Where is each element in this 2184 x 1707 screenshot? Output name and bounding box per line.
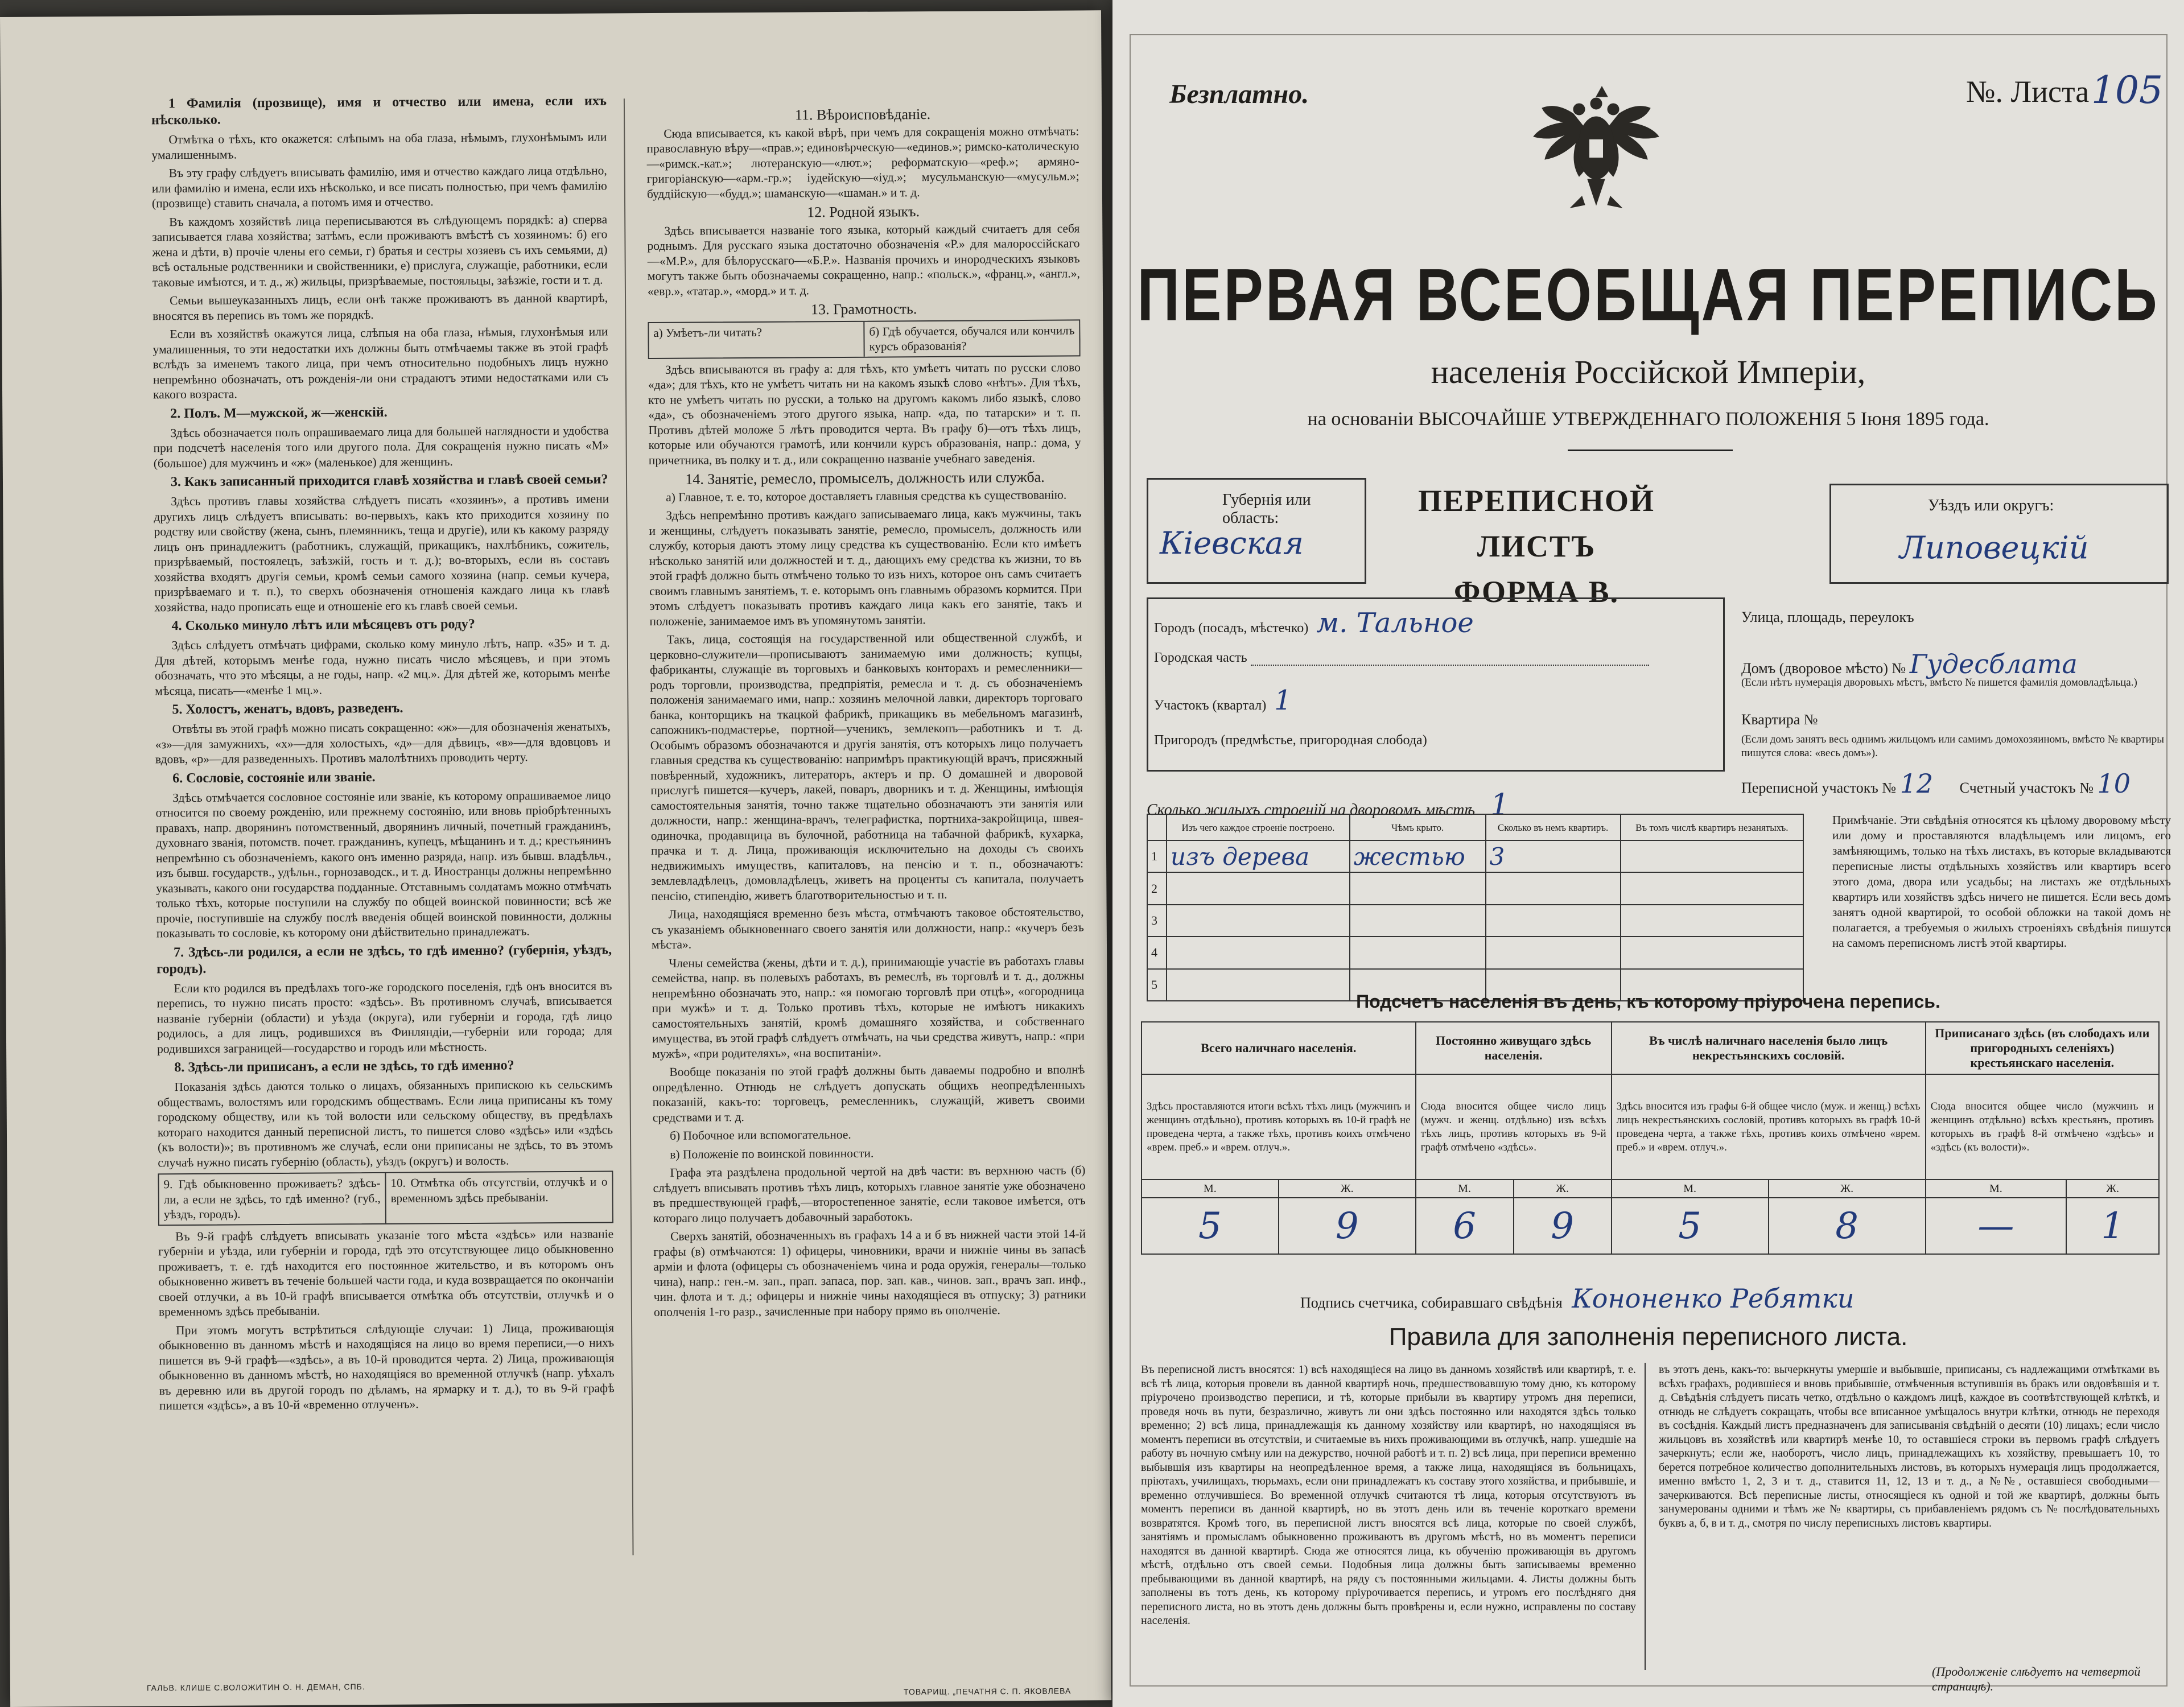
instruction-subtable: [158, 1170, 613, 1225]
building-number: 5: [1147, 969, 1167, 1001]
instruction-heading: 1 Фамилія (прозвище), имя и отчество или имена, если ихъ нѣсколько.: [151, 93, 607, 128]
building-empty-flats: [1621, 840, 1803, 872]
decree-line: на основаніи ВЫСОЧАЙШЕ УТВЕРЖДЕННАГО ПОЛОЖЕНІЯ 5 Іюня 1895 года.: [1307, 409, 1989, 430]
count-value: 9: [1514, 1198, 1612, 1254]
precinct-value: 1: [1274, 685, 1292, 716]
title-rule: [1568, 450, 1733, 451]
count-area-label: Счетный участокъ №: [1959, 780, 2094, 796]
census-sheet-title-line1: ПЕРЕПИСНОЙ ЛИСТЪ: [1417, 484, 1655, 563]
subtable-cell-b: 10. Отмѣтка объ отсутствіи, отлучкѣ и о временномъ здѣсь пребываніи.: [385, 1172, 612, 1223]
count-table-descriptions: [1142, 1074, 2159, 1180]
instruction-paragraph: Сюда вписывается, къ какой вѣрѣ, при чемъ для сокращенія можно отмѣчать: православную вѣру—«прав.»; единовѣрческую—«единов.»; римско-католическую—«римск.-кат.»; лютеранскую—«лют.»; реформатскую—«реф.»; армяно-григоріанскую—«арм.-гр.»; іудейскую—«іуд.»; мусульманскую—«мусульм.»; буддійскую—«будд.»; шаманскую—«шаман.» и т. д.: [646, 123, 1079, 201]
count-value: 8: [1769, 1198, 1926, 1254]
buildings-table-header: [1147, 814, 1803, 840]
instruction-paragraph: Здѣсь противъ главы хозяйства слѣдуетъ писать «хозяинъ», а противъ имени другихъ лицъ слѣдуетъ вписывать: во-первыхъ, какъ кто приходится хозяину по родству или свойству (жена, сынъ, племянникъ, теща и другіе), или къ какому разряду лицъ онъ принадлежитъ (работникъ, служащій, прикащикъ, нахлѣбникъ, сожитель, призрѣваемый, постоялецъ, заѣзжій, гость и т. д.); во-вторыхъ, если въ составъ хозяйства входятъ другія семьи, кромѣ семьи самого хозяина (напр. семьи кучера, призрѣваемаго и т. п.), то сверхъ обозначенія отношенія каждаго лица къ главѣ хозяйства, надо прописать еще и отношеніе его къ главѣ своей семьи.: [154, 492, 610, 614]
buildings-note: Примѣчаніе. Эти свѣдѣнія относятся къ цѣлому дворовому мѣсту или дому и проставляются владѣльцемъ или лицомъ, его замѣняющимъ, только на тѣхъ листахъ, въ которые вкладываются переписные листы отдѣльныхъ хозяйствъ или квартиръ всего этого дома, двора или усадьбы; на листахъ же отдѣльныхъ квартиръ или хозяйствъ здѣсь ничего не пишется. Если весь домъ занятъ одной квартирой, то особой обложки на такой домъ не полагается, а требуемыя о жилыхъ строеніяхъ свѣдѣнія пишутся на самомъ переписномъ листѣ этой квартиры.: [1832, 813, 2171, 950]
subtable-cell-b: б) Гдѣ обучается, обучался или кончилъ курсъ образованія?: [863, 320, 1079, 356]
instruction-paragraph: Здѣсь слѣдуетъ отмѣчать цифрами, сколько кому минуло лѣтъ, напр. «35» и т. д. Для дѣтей, которымъ менѣе года, нужно писать число мѣсяцевъ, и при этомъ обозначать, что это мѣсяцы, а не годы, напр. «2 мц.». Для дѣтей же, которымъ менѣе мѣсяца, писать—«менѣе 1 мц.».: [154, 636, 611, 698]
buildings-table-row: [1147, 840, 1803, 872]
province-value: Кіевская: [1160, 525, 1304, 561]
instruction-paragraph: Вообще показанія по этой графѣ должны быть даваемы подробно и вполнѣ опредѣленно. Отнюдь не слѣдуетъ допускать общихъ неопредѣленныхъ показаній, какъ-то: торговецъ, ремесленникъ, служащій, живетъ своими средствами и т. д.: [652, 1062, 1085, 1124]
count-header-permanent: Постоянно живущаго здѣсь населенія.: [1416, 1022, 1612, 1074]
instruction-subtable: [648, 319, 1080, 359]
building-empty-flats: [1621, 905, 1803, 937]
rules-column-1: Въ переписной листъ вносятся: 1) всѣ находящіеся на лицо въ данномъ хозяйствѣ или квартирѣ, т. е. всѣ тѣ лица, которыя провели въ данной квартирѣ ночь, предшествовавшую тому дню, къ которому пріурочено производство переписи, и тѣ, которые прибыли въ квартиру утромъ дня переписи, проведя ночь въ пути, безразлично, живутъ ли они здѣсь постоянно или находятся здѣсь только временно; 2) всѣ лица, принадлежащія къ данному хозяйству или квартирѣ, но находящіяся въ моментъ переписи въ отсутствіи, и считаемые въ нихъ проживающими въ отлучкѣ, напр. ушедшіе на работу въ ночную смѣну или на дежурство, ночной работѣ и т. п. 2) всѣ лица, при переписи временно выбывшія изъ квартиры на неопредѣленное время, а также лица, находящіяся въ больницахъ, пріютахъ, училищахъ, тюрьмахъ, если они принадлежатъ къ составу этого хозяйства, и прибывшіе, и временно отлучившіеся. Во временной отлучкѣ считаются тѣ лица, которыя отсутствуютъ въ моментъ переписи въ данной квартирѣ, но въ этотъ день или въ теченіе короткаго времени возвратятся. Кромѣ того, въ переписной листъ вносятся всѣ лица, которые по своей службѣ, занятіямъ и промысламъ обыкновенно проживаютъ въ другомъ мѣстѣ, но въ моментъ переписи находятся въ данной квартирѣ. Сюда же относятся лица, къ обученію проживающія въ другомъ мѣстѣ, отдѣльно отъ своей семьи. Подобныя лица должны быть записываемы временно пребывающими въ данной квартирѣ, на ряду съ постоянными жильцами. 4. Листы должны быть заполнены въ тотъ день, къ которому пріурочивается перепись, и утромъ его послѣдняго дня переписного листа, но въ этотъ день должны быть провѣрены и, если нужно, исправлены по составу населенія.: [1141, 1363, 1636, 1627]
instruction-paragraph: Отмѣтка о тѣхъ, кто окажется: слѣпымъ на оба глаза, нѣмымъ, глухонѣмымъ или умалишеннымъ.: [151, 130, 607, 162]
count-value: 5: [1142, 1198, 1279, 1254]
count-values-row: [1142, 1198, 2159, 1254]
count-table-header: [1142, 1022, 2159, 1074]
city-part-blank: [1251, 665, 1649, 666]
precinct-row: [1154, 685, 1292, 716]
rules-title: Правила для заполненія переписного листа.: [1388, 1323, 1908, 1351]
instruction-section-title: 14. Занятіе, ремесло, промыселъ, должность или служба.: [685, 468, 1045, 488]
instruction-paragraph: Здѣсь вписывается названіе того языка, который каждый считаетъ для себя роднымъ. Для русскаго языка достаточно обозначенія «Р.» для малороссійскаго—«М.Р.», для бѣлорусскаго—«Б.Р.». Названія прочихъ и инородческихъ языковъ могутъ также быть обозначаемы сокращенно, напр.: «польск.», «франц.», «англ.», «евр.», «татар.», «морд.» и т. д.: [647, 221, 1080, 298]
building-flats: 3: [1486, 840, 1621, 872]
count-value: 9: [1279, 1198, 1416, 1254]
instruction-section-title: 13. Грамотность.: [810, 300, 917, 318]
subtable-cell-a: 9. Гдѣ обыкновенно проживаетъ? здѣсь-ли, а если не здѣсь, то гдѣ именно? (губ., уѣздъ, городъ).: [163, 1176, 381, 1222]
building-flats: [1486, 937, 1621, 968]
province-label: Губернія или область:: [1222, 491, 1311, 527]
count-value: —: [1926, 1198, 2067, 1254]
printer-imprint-right: ТОВАРИЩ. „ПЕЧАТНЯ С. П. ЯКОВЛЕВА: [903, 1686, 1072, 1697]
building-material: изъ дерева: [1167, 840, 1350, 872]
header-flats: Сколько въ немъ квартиръ.: [1486, 814, 1621, 840]
building-material: [1167, 872, 1350, 904]
instruction-paragraph: Здѣсь отмѣчается сословное состояніе или званіе, къ которому опрашиваемое лицо относится по своему рожденію, или прежнему состоянію, или вновь пріобрѣтенныхъ правахъ, напр. дворянинъ потомственный, дворянинъ личный, почетный гражданинъ, духовнаго званія, потомств. почет. гражданинъ, купецъ, мѣщанинъ и т. д.; крестьянинъ непремѣнно съ обозначеніемъ, какого онъ именно разряда, напр. изъ бывш. владѣльч., изъ бывш. государств., удѣльн., горнозаводск., и т. д. Иностранцы должны непремѣнно указывать, какого они государства подданные. Отставнымъ солдатамъ можно отмѣчать только тѣхъ, которые поступили на службу по общей воинской повинности; всѣ же прочіе, поступившіе на службу послѣ введенія общей воинской повинности, должны показывать то сословіе, къ которому они дѣйствительно принадлежатъ.: [155, 787, 612, 941]
count-desc-peasant: Сюда вносится общее число (мужчинъ и женщинъ отдѣльно) всѣхъ крестьянъ, противъ которыхъ въ графѣ 8-й отмѣчено «здѣсь» и «здѣсь (къ волости)».: [1926, 1074, 2159, 1180]
count-desc-present: Здѣсь проставляются итоги всѣхъ тѣхъ лицъ (мужчинъ и женщинъ отдѣльно), противъ которыхъ въ 10-й графѣ не проведена черта, а также тѣхъ, противъ коихъ отмѣчено «врем. преб.» и «врем. отлуч.».: [1142, 1074, 1416, 1180]
buildings-table: [1147, 814, 1804, 1001]
instruction-paragraph: Здѣсь вписываются въ графу а: для тѣхъ, кто умѣетъ читать по русски слово «да»; для тѣхъ, кто не умѣетъ читать ни на какомъ языкѣ слово «нѣтъ». Для тѣхъ, кто не умѣетъ читать по русски, а только на другомъ какомъ либо языкѣ, слово «да», съ обозначеніемъ этого другого языка, напр. «да, по татарски» и т. п. Противъ дѣтей моложе 5 лѣтъ проводится черта. Въ графу б)—отъ тѣхъ лицъ, которые или обучаются грамотѣ, или кончили курсъ образованія, напр.: дома, у причетника, въ полку и т. д., или сокращенно названіе учебнаго заведенія.: [648, 360, 1081, 467]
district-label: Уѣздъ или округъ:: [1928, 497, 2054, 514]
instruction-paragraph: Если въ хозяйствѣ окажутся лица, слѣпыя на оба глаза, нѣмыя, глухонѣмыя или умалишенныя, то эти недостатки ихъ должны быть отмѣчаемы также въ этой графѣ вслѣдъ за именемъ такого лица, при чемъ относительно подобныхъ лицъ нужно непремѣнно обозначать, отъ рожденія-ли они страдаютъ этими недостатками или съ какого возраста.: [153, 324, 608, 402]
instruction-paragraph: Члены семейства (жены, дѣти и т. д.), принимающіе участіе въ работахъ главы семейства, напр. въ полевыхъ работахъ, въ ремеслѣ, въ торговлѣ и т. д., должны непремѣнно обозначать это, напр.: «я помогаю торговлѣ при отцѣ», «огородница при мужѣ» и т. д. Только противъ тѣхъ, которые не имѣютъ никакихъ самостоятельныхъ занятій, кромѣ домашняго хозяйства, и собственнаго имущества, въ этой графѣ слѣдуетъ отмѣчать, на чьи средства живутъ, напр.: «при мужѣ», «при родителяхъ», «на воспитаніи».: [652, 953, 1085, 1061]
rules-divider: [1645, 1363, 1646, 1670]
instruction-paragraph: Графа эта раздѣлена продольной чертой на двѣ части: въ верхнюю часть (б) слѣдуетъ вписывать противъ тѣхъ лицъ, которыхъ главное занятіе уже обозначено въ предшествующей графѣ,—второстепенное занятіе, если таковое имѣется, отъ котораго лицо получаетъ добавочный заработокъ.: [653, 1163, 1086, 1225]
continued-note: (Продолженіе слѣдуетъ на четвертой страницѣ).: [1932, 1664, 2141, 1693]
buildings-table-row: [1147, 872, 1803, 904]
count-area-value: 10: [2097, 768, 2131, 799]
buildings-table-row: [1147, 905, 1803, 937]
instruction-heading: 5. Холостъ, женатъ, вдовъ, разведенъ.: [172, 700, 403, 718]
building-number: 2: [1147, 872, 1167, 904]
sex-label-female: Ж.: [1769, 1180, 1926, 1198]
city-box: [1147, 597, 1725, 772]
precinct-label: Участокъ (квартал): [1154, 698, 1267, 713]
form-subtitle: населенія Россійской Имперіи,: [1431, 353, 1866, 390]
building-roof: [1350, 937, 1486, 968]
instruction-paragraph: Въ эту графу слѣдуетъ вписывать фамилію, имя и отчество каждаго лица отдѣльно, или фамилію и имена, если ихъ нѣсколько, и все писать полностью, при чемъ фамилію (прозвище) ставить сначала, а потомъ имя и отчество.: [151, 163, 607, 211]
population-count-title: Подсчетъ населенія въ день, къ которому пріурочена перепись.: [1356, 991, 1940, 1012]
instruction-paragraph: б) Побочное или вспомогательное.: [669, 1127, 851, 1143]
city-part-label: Городская часть: [1154, 650, 1247, 665]
census-sheet-title: [1369, 478, 1704, 615]
flat-label: Квартира №: [1741, 711, 1818, 728]
count-sex-header-row: [1142, 1180, 2159, 1198]
count-header-peasant: Приписанаго здѣсь (въ слободахъ или пригородныхъ селеніяхъ) крестьянскаго населенія.: [1926, 1022, 2159, 1074]
building-number: 4: [1147, 937, 1167, 968]
instruction-paragraph: Сверхъ занятій, обозначенныхъ въ графахъ 14 а и б въ нижней части этой 14-й графы (в) отмѣчаются: 1) офицеры, чиновники, врачи и нижніе чины въ запасѣ арміи и флота (офицеры съ обозначеніемъ чина и рода оружія, генералы—только чина), напр.: ген.-м. зап., прап. запаса, пор. зап. кав., чинов. зап., врачъ зап. инф., чин. флота и т. д.; офицеры и нижніе чины находящіеся въ отпуску; 3) ратники ополченія 1-го разр., зачисленные при набору прямо въ ополченіе.: [653, 1227, 1086, 1319]
instruction-paragraph: При этомъ могутъ встрѣтиться слѣдующіе случаи: 1) Лица, проживающія обыкновенно въ данномъ мѣстѣ и находящіяся на лицо во время переписи,—о нихъ пишется въ 9-й графѣ—«здѣсь», а въ 10-й проводится черта. 2) Лица, проживающія обыкновенно въ данномъ мѣстѣ, но находящіяся во временной отлучкѣ (напр. уѣхалъ въ деревню или въ другой городъ по дѣламъ, на ярмарку и т. д.), то въ 9-й графѣ пишется «здѣсь», а въ 10-й «временно отлученъ».: [159, 1320, 615, 1413]
instruction-paragraph: Такъ, лица, состоящія на государственной или общественной службѣ, и церковно-служители—прописываютъ занимаемую ими должность; купцы, фабриканты, служащіе въ торговыхъ и банковыхъ конторахъ и ремесленники—родъ торговли, производства, предпріятія, ремесла и т. д. съ обозначеніемъ положенія занимаемаго ими, напр.: хозяинъ мелочной лавки, директоръ торговаго банка, конторщикъ на ткацкой фабрикѣ, прикащикъ въ мебельномъ магазинѣ, сапожникъ-подмастерье, портной—ученикъ, землекопъ—работникъ и т. д. Особымъ образомъ обозначаются и другія занятія, отъ которыхъ лицо получаетъ главныя средства къ существованію: напримѣръ практикующій врачъ, присяжный повѣренный, художникъ, литераторъ, актеръ и пр. О домашней и дворовой прислугѣ пишется—кучеръ, лакей, поваръ, дворникъ и т. д. Женщины, имѣющія самостоятельныя занятія, точно также тщательно обозначаютъ эти занятія или должности, напр.: женщина-врачъ, телеграфистка, портниха-закройщица, швея-одиночка, продавщица въ булочной, работница на табачной фабрикѣ, кухарка, прачка и т. д. Лица, проживающія исключительно на доходы съ своихъ недвижимыхъ имуществъ, капиталовъ, на пенсію и т. п., обозначаютъ: землевладѣлецъ, домовладѣлецъ, живетъ на проценты съ капитала, получаетъ пенсію, стипендію, живетъ благотворительностью и т. п.: [649, 630, 1084, 903]
house-row: [1741, 649, 2078, 679]
sheet-number-label: №. Листа: [1966, 75, 2090, 109]
buildings-table-row: [1147, 937, 1803, 968]
printer-imprint-left: ГАЛЬВ. КЛИШЕ С.ВОЛОЖИТИН О. Н. ДЕМАН, СПБ.: [146, 1682, 365, 1693]
sex-label-male: М.: [1926, 1180, 2067, 1198]
city-row: [1154, 607, 1474, 639]
instructions-column-2: [646, 101, 1088, 1584]
count-value: 5: [1612, 1198, 1769, 1254]
free-label: Безплатно.: [1169, 79, 1309, 109]
building-flats: [1486, 872, 1621, 904]
census-area-row: [1741, 768, 2131, 799]
flat-note: (Если домъ занятъ весь однимъ жильцомъ или самимъ домохозяиномъ, вмѣсто № квартиры пишутся слова: «весь домъ»).: [1741, 733, 2165, 759]
building-material: [1167, 937, 1350, 968]
left-page-instructions: [0, 10, 1111, 1707]
header-number: [1147, 814, 1167, 840]
census-sheet-title-line2: ФОРМА В.: [1454, 575, 1619, 609]
signature-value: Кононенко Ребятки: [1572, 1283, 1855, 1314]
header-material: Изъ чего каждое строеніе построено.: [1167, 814, 1350, 840]
instruction-paragraph: в) Положеніе по воинской повинности.: [670, 1146, 874, 1161]
instruction-paragraph: Въ каждомъ хозяйствѣ лица переписываются въ слѣдующемъ порядкѣ: а) сперва записывается глава хозяйства; затѣмъ, если проживаютъ вмѣстѣ съ хозяиномъ: б) его жена и дѣти, в) прочіе члены его семьи, г) братья и сестры хозяевъ съ ихъ семьями, д) всѣ остальные родственники и свойственники, е) прислуга, служащіе, работники, если таковые имѣются, и т. д., ж) жильцы, призрѣваемые, постояльцы, заѣзжіе, гости и т. д.: [152, 212, 608, 289]
house-label: Домъ (дворовое мѣсто) №: [1741, 660, 1906, 677]
instruction-heading: 3. Какъ записанный приходится главѣ хозяйства и главѣ своей семьи?: [170, 472, 608, 490]
city-label: Городъ (посадъ, мѣстечко): [1154, 621, 1309, 636]
sheet-number-value: 105: [2091, 68, 2163, 112]
instruction-paragraph: Показанія здѣсь даются только о лицахъ, обязанныхъ припискою къ сельскимъ обществамъ, волостямъ или городскимъ обществамъ. Если лица приписаны къ тому городскому обществу, или къ той волости или сельскому обществу, въ предѣлахъ котораго находится данный переписной листъ, то пишется слово «здѣсь» или «здѣсь (къ волости)»; въ противномъ же случаѣ, если они приписаны не здѣсь, то въ этомъ случаѣ нужно писать губернію (область), уѣздъ (округъ) и волость.: [157, 1077, 613, 1169]
instructions-column-1: [151, 93, 615, 1484]
header-empty-flats: Въ томъ числѣ квартиръ незанятыхъ.: [1621, 814, 1803, 840]
instruction-paragraph: а) Главное, т. е. то, которое доставляетъ главныя средства къ существованію.: [666, 488, 1067, 504]
instruction-paragraph: Здѣсь обозначается полъ опрашиваемаго лица для большей наглядности и удобства при подсчетѣ населенія того или другого пола. Для сокращенія нужно писать «М» (большое) для мужчинъ и «ж» (маленькое) для женщинъ.: [153, 423, 609, 470]
building-roof: жестью: [1350, 840, 1486, 872]
city-value: м. Тальное: [1316, 607, 1474, 639]
house-note: (Если нѣтъ нумерація дворовыхъ мѣстъ, вмѣсто № пишется фамилія домовладѣльца.): [1741, 677, 2137, 688]
count-value: 1: [2066, 1198, 2159, 1254]
subtable-cell-a: а) Умѣетъ-ли читать?: [653, 325, 763, 340]
suburb-label: Пригородъ (предмѣстье, пригородная слобода): [1154, 733, 1427, 748]
buildings-count-value: 1: [1490, 788, 1510, 822]
instruction-paragraph: Семьи вышеуказанныхъ лицъ, если онѣ также проживаютъ въ данной квартирѣ, вносятся въ перепись въ томъ же порядкѣ.: [153, 291, 608, 323]
instruction-paragraph: Въ 9-й графѣ слѣдуетъ вписывать указаніе того мѣста «здѣсь» или названіе губерніи и уѣзда, или губерніи и города, гдѣ это отсутствующее лицо обыкновенно проживаетъ, т. е. гдѣ находится его постоянное жительство, и въ которомъ онъ обыкновенно живетъ въ теченіе большей части года, и куда возвращается по окончаніи своей отлучки, а въ 10-й графѣ вписывается отмѣтка объ отсутствіи, отлучкѣ и о временномъ здѣсь пребываніи.: [158, 1226, 614, 1319]
census-area-value: 12: [1899, 768, 1934, 799]
instruction-section-title: 11. Вѣроисповѣданіе.: [794, 106, 931, 123]
building-number: 1: [1147, 840, 1167, 872]
buildings-count-label: Сколько жилыхъ строеній на дворовомъ мѣстѣ: [1147, 801, 1476, 819]
district-box: [1829, 484, 2169, 584]
province-box: [1147, 478, 1366, 584]
building-empty-flats: [1621, 872, 1803, 904]
column-divider: [624, 98, 634, 1555]
building-roof: [1350, 872, 1486, 904]
building-number: 3: [1147, 905, 1167, 937]
building-empty-flats: [1621, 937, 1803, 968]
census-area-label: Переписной участокъ №: [1741, 780, 1897, 796]
instruction-heading: 4. Сколько минуло лѣтъ или мѣсяцевъ отъ роду?: [171, 616, 475, 634]
street-label: Улица, площадь, переулокъ: [1741, 609, 1914, 625]
rules-column-2: въ этотъ день, какъ-то: вычеркнуты умершіе и выбывшіе, приписаны, съ надлежащими отмѣтками въ всѣхъ графахъ, родившіеся и вновь прибывшіе, отмѣченныя вступившія въ бракъ или овдовѣвшія и т. д. Свѣдѣнія слѣдуетъ писать четко, отдѣльно о каждомъ лицѣ, каждое въ соотвѣтствующей клѣткѣ, и отнюдь не слѣдуетъ сокращать, чтобы все вписанное умѣщалось внутри клѣтки, отнюдь не переходя въ сосѣднія. Каждый листъ предназначенъ для записыванія свѣдѣній о десяти (10) лицахъ; если число жильцовъ въ хозяйствѣ или квартирѣ менѣе 10, то оставшіеся строки въ первомъ графѣ слѣдуетъ зачеркнуть; если же, наоборотъ, число лицъ, принадлежащихъ къ хозяйству, превышаетъ 10, то берется потребное количество дополнительныхъ листовъ, въ которыхъ нумерація лицъ продолжается, именно вмѣсто 1, 2, 3 и т. д., ставится 11, 12, 13 и т. д., а №№, оставшіеся свободными—зачеркиваются. Всѣ переписные листы, относящіеся къ одной и той же квартирѣ, должны быть занумерованы одними и тѣмъ же № квартиры, съ прибавленіемъ рядомъ съ № послѣдовательныхъ буквъ а, б, в и т. д., смотря по числу переписныхъ листовъ квартиры.: [1659, 1363, 2160, 1529]
sex-label-male: М.: [1612, 1180, 1769, 1198]
right-page-census-form: [1112, 0, 2184, 1707]
instruction-paragraph: Здѣсь непремѣнно противъ каждаго записываемаго лица, какъ мужчины, такъ и женщины, слѣдуетъ показывать занятіе, ремесло, промыселъ, должность или службу, которыя даютъ этому лицу средства къ существованію. Если кто имѣетъ нѣсколько занятій или должностей и т. д., дающихъ ему средства къ жизни, то въ этой графѣ должно быть отмѣчено только то изъ нихъ, которое онъ самъ считаетъ своимъ главнымъ занятіемъ, т. е. которымъ онъ главнымъ образомъ кормится. При этомъ слѣдуетъ показывать противъ каждаго лица какъ его занятіе, такъ и положеніе, занимаемое имъ въ упомянутомъ занятіи.: [649, 506, 1082, 628]
instruction-paragraph: Лица, находящіяся временно безъ мѣста, отмѣчаютъ таковое обстоятельство, съ указаніемъ обыкновеннаго своего занятія или должности, напр.: «кучеръ безъ мѣста».: [651, 905, 1084, 952]
header-roof: Чѣмъ крыто.: [1350, 814, 1486, 840]
sex-label-female: Ж.: [2066, 1180, 2159, 1198]
count-header-present: Всего наличнаго населенія.: [1142, 1022, 1416, 1074]
district-value: Липовецкій: [1899, 530, 2089, 566]
building-material: [1167, 905, 1350, 937]
instruction-paragraph: Если кто родился въ предѣлахъ того-же городского поселенія, гдѣ онъ вносится въ перепись, то нужно писать просто: «здѣсь». Въ противномъ случаѣ, вписывается названіе губерніи (области) и уѣзда (округа), или губерніи и города, гдѣ лицо родилось, а для лицъ, родившихся въ Финляндіи,—губерніи или города; для родившихся заграницей—государство и городъ или мѣстность.: [156, 978, 612, 1055]
signature-label: Подпись счетчика, собиравшаго свѣдѣнія: [1300, 1294, 1563, 1311]
suburb-row: [1154, 733, 1427, 748]
enumerator-signature-row: [1300, 1283, 1855, 1314]
count-desc-permanent: Сюда вносится общее число лицъ (мужч. и женщ. отдѣльно) изъ всѣхъ тѣхъ лицъ, противъ которыхъ въ 9-й графѣ отмѣчено «здѣсь».: [1416, 1074, 1612, 1180]
city-part-row: [1154, 650, 1649, 666]
instruction-heading: 7. Здѣсь-ли родился, а если не здѣсь, то гдѣ именно? (губернія, уѣздъ, городъ).: [156, 942, 612, 976]
count-desc-non-peasant: Здѣсь вносится изъ графы 6-й общее число (муж. и женщ.) всѣхъ лицъ некрестьянскихъ сословій, противъ которыхъ въ графѣ 10-й проведена черта, а также тѣхъ, противъ коихъ отмѣчено «врем. преб.» и «врем. отлуч.».: [1612, 1074, 1926, 1180]
building-roof: [1350, 905, 1486, 937]
sex-label-female: Ж.: [1279, 1180, 1416, 1198]
count-header-non-peasant: Въ числѣ наличнаго населенія было лицъ некрестьянскихъ сословій.: [1612, 1022, 1926, 1074]
instruction-heading: 6. Сословіе, состояніе или званіе.: [172, 769, 376, 786]
form-main-title: ПЕРВАЯ ВСЕОБЩАЯ ПЕРЕПИСЬ: [1137, 254, 2160, 337]
population-count-table: [1141, 1021, 2160, 1255]
house-value: Гудесблата: [1909, 649, 2078, 679]
instruction-paragraph: Отвѣты въ этой графѣ можно писать сокращенно: «ж»—для обозначенія женатыхъ, «з»—для замужнихъ, «х»—для холостыхъ, «д»—для дѣвицъ, «в»—для вдовцовъ и вдовъ, «р»—для разведенныхъ. Противъ малолѣтнихъ проводить черту.: [155, 719, 611, 766]
instruction-heading: 8. Здѣсь-ли приписанъ, а если не здѣсь, то гдѣ именно?: [174, 1058, 514, 1075]
sex-label-female: Ж.: [1514, 1180, 1612, 1198]
instruction-section-title: 12. Родной языкъ.: [807, 203, 920, 221]
sex-label-male: М.: [1142, 1180, 1279, 1198]
building-flats: [1486, 905, 1621, 937]
count-value: 6: [1416, 1198, 1514, 1254]
instruction-heading: 2. Полъ. М—мужской, ж—женскій.: [170, 405, 388, 421]
sex-label-male: М.: [1416, 1180, 1514, 1198]
double-headed-eagle-emblem-icon: [1522, 74, 1670, 222]
